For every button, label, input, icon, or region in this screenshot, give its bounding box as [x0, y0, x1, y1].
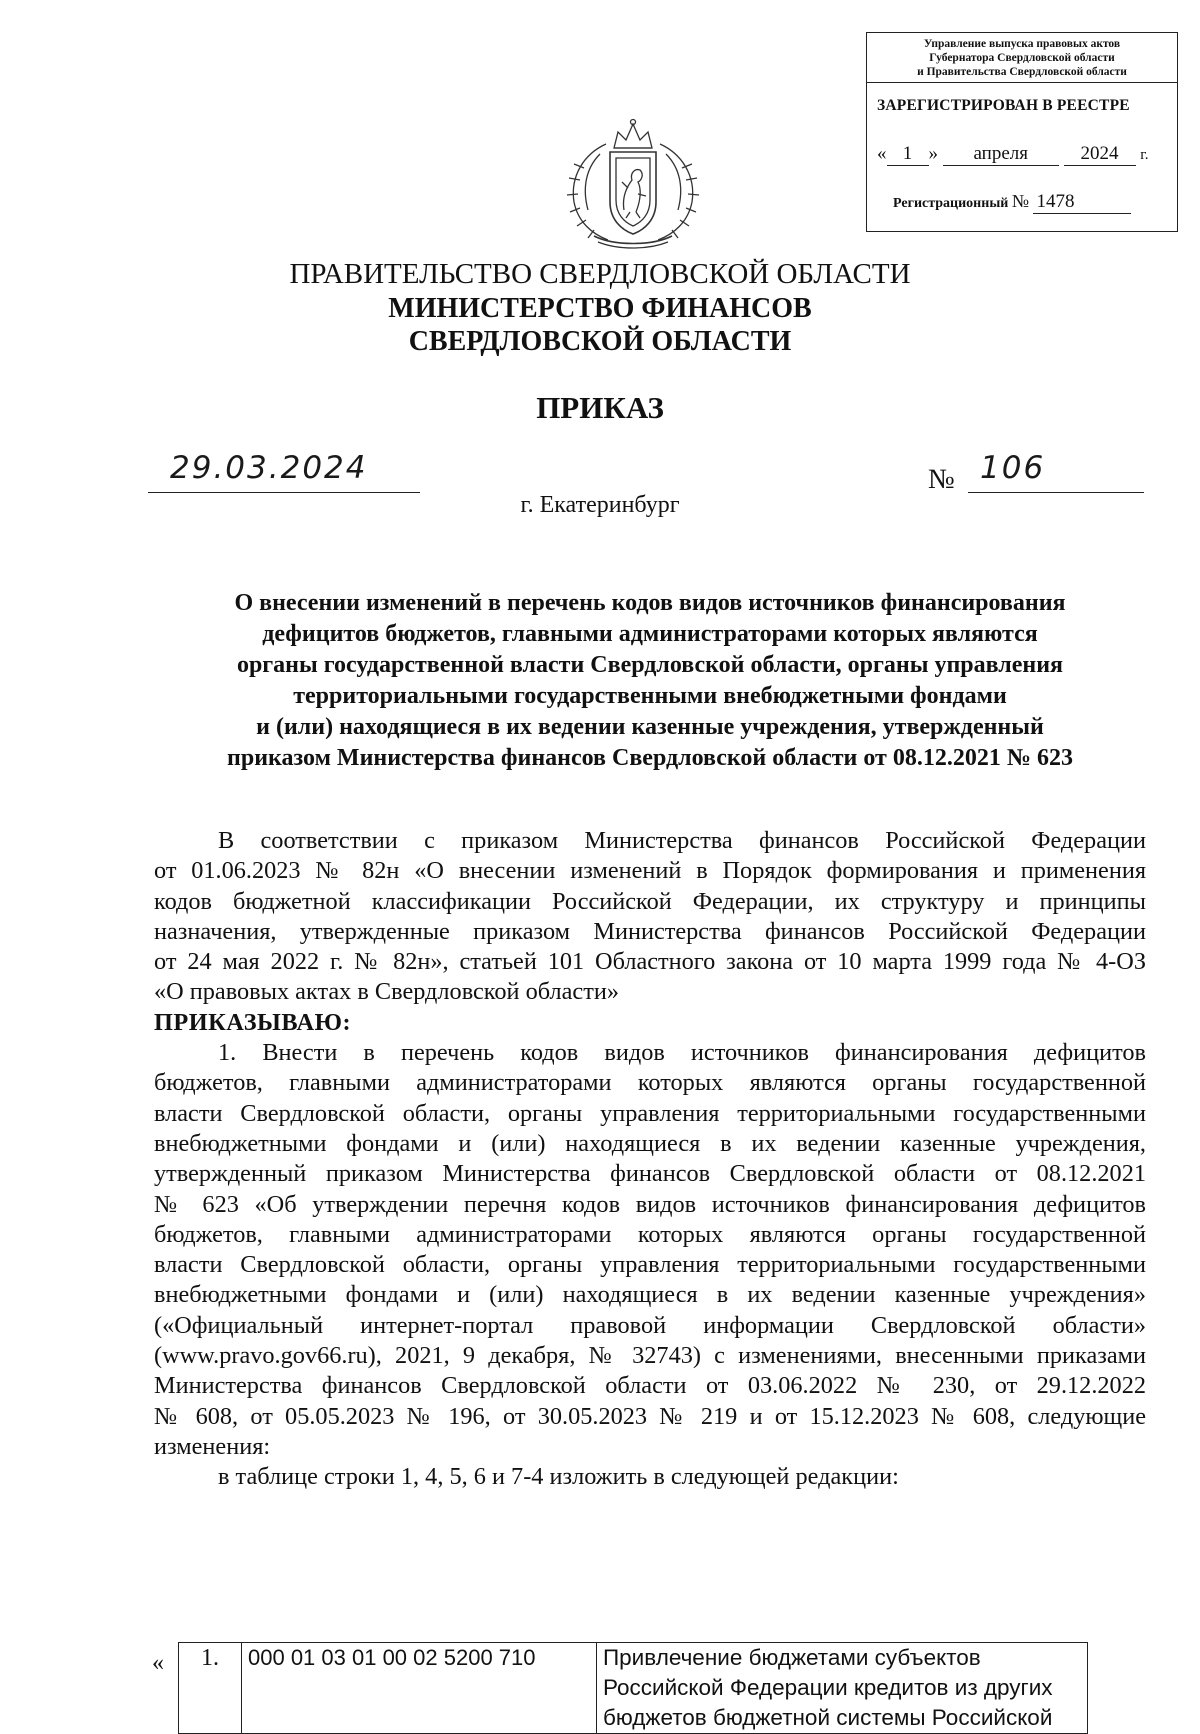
title-line: приказом Министерства финансов Свердловской области от 08.12.2021 № 623 — [227, 745, 1073, 771]
title-line: территориальными государственными внебюджетными фондами — [293, 683, 1007, 709]
item-1-line: внебюджетными фондами и (или) находящиеся в их ведении казенные учреждения, — [154, 1129, 1146, 1157]
title-line: О внесении изменений в перечень кодов видов источников финансирования — [234, 590, 1066, 616]
stamp-date — [877, 143, 1177, 166]
codes-table — [178, 1642, 1088, 1734]
table-row — [179, 1643, 1088, 1734]
row-code: 000 01 03 01 00 02 5200 710 — [242, 1643, 597, 1734]
stamp-header — [867, 33, 1177, 83]
preamble-line: «О правовых актах в Свердловской области» — [154, 978, 619, 1006]
stamp-year-suffix: г. — [1140, 147, 1149, 163]
order-word: ПРИКАЗЫВАЮ: — [154, 1008, 352, 1036]
stamp-year: 2024 — [1064, 143, 1136, 166]
item-1-line: 1. Внести в перечень кодов видов источников финансирования дефицитов — [218, 1039, 1146, 1067]
document-body — [154, 826, 1146, 1493]
preamble-line: назначения, утвержденные приказом Министерства финансов Российской Федерации — [154, 917, 1146, 945]
document-title — [150, 588, 1150, 774]
table-intro: в таблице строки 1, 4, 5, 6 и 7-4 изложить в следующей редакции: — [218, 1463, 899, 1491]
item-1-line: внебюджетными фондами и (или) находящиеся в их ведении казенные учреждения» — [154, 1281, 1146, 1309]
row-name — [597, 1643, 1088, 1734]
order-number: 106 — [980, 450, 1046, 486]
coat-of-arms-emblem — [540, 118, 726, 252]
item-1-line: власти Свердловской области, органы управления территориальными государственными — [154, 1099, 1146, 1127]
item-1-line: («Официальный интернет-портал правовой информации Свердловской области» — [154, 1311, 1146, 1339]
preamble-line: от 24 мая 2022 г. № 82н», статьей 101 Областного закона от 10 марта 1999 года № 4-ОЗ — [154, 948, 1146, 976]
stamp-number-sign: № — [1011, 191, 1030, 211]
stamp-reg-label: Регистрационный — [893, 196, 1009, 211]
item-1-line: изменения: — [154, 1432, 271, 1460]
stamp-registration-number — [893, 191, 1131, 214]
city: г. Екатеринбург — [520, 492, 680, 518]
preamble-line: от 01.06.2023 № 82н «О внесении изменений в Порядок формирования и применения — [154, 857, 1146, 885]
row-name-line: Привлечение бюджетами субъектов — [603, 1645, 981, 1670]
row-number: 1. — [179, 1643, 242, 1734]
registry-stamp — [866, 32, 1178, 232]
stamp-registered-label: ЗАРЕГИСТРИРОВАН В РЕЕСТРЕ — [877, 97, 1130, 114]
stamp-month: апреля — [943, 143, 1059, 166]
title-line: дефицитов бюджетов, главными администраторами которых являются — [262, 621, 1038, 647]
preamble-line: кодов бюджетной классификации Российской Федерации, их структуру и принципы — [154, 887, 1146, 915]
stamp-open-quote: « — [877, 143, 887, 164]
stamp-close-quote: » — [928, 143, 938, 164]
preamble — [154, 826, 1146, 1008]
stamp-header-line: Губернатора Свердловской области — [929, 52, 1115, 64]
item-1-line: № 623 «Об утверждении перечня кодов видов источников финансирования дефицитов — [154, 1190, 1146, 1218]
title-line: органы государственной власти Свердловской области, органы управления — [236, 652, 1064, 678]
number-sign: № — [928, 464, 955, 495]
item-1-line: бюджетов, главными администраторами которых являются органы государственной — [154, 1069, 1146, 1097]
government-title: ПРАВИТЕЛЬСТВО СВЕРДЛОВСКОЙ ОБЛАСТИ — [289, 258, 911, 290]
row-name-line: бюджетов бюджетной системы Российской — [603, 1705, 1053, 1730]
ministry-title: МИНИСТЕРСТВО ФИНАНСОВ — [388, 293, 812, 324]
table-open-quote: « — [152, 1650, 164, 1676]
item-1-line: бюджетов, главными администраторами которых являются органы государственной — [154, 1220, 1146, 1248]
order-date: 29.03.2024 — [170, 450, 368, 486]
item-1 — [154, 1038, 1146, 1462]
stamp-header-line: Управление выпуска правовых актов — [923, 38, 1121, 50]
item-1-line: власти Свердловской области, органы управления территориальными государственными — [154, 1251, 1146, 1279]
item-1-line: (www.pravo.gov66.ru), 2021, 9 декабря, № 32743) с изменениями, внесенными приказами — [154, 1342, 1146, 1370]
title-line: и (или) находящиеся в их ведении казенные учреждения, утвержденный — [256, 714, 1044, 740]
row-name-line: Российской Федерации кредитов из других — [603, 1675, 1053, 1700]
item-1-line: утвержденный приказом Министерства финансов Свердловской области от 08.12.2021 — [154, 1160, 1146, 1188]
item-1-line: № 608, от 05.05.2023 № 196, от 30.05.2023 № 219 и от 15.12.2023 № 608, следующие — [154, 1402, 1146, 1430]
stamp-day: 1 — [887, 143, 929, 166]
document-type: ПРИКАЗ — [536, 390, 664, 425]
stamp-reg-number: 1478 — [1033, 191, 1131, 214]
preamble-line: В соответствии с приказом Министерства финансов Российской Федерации — [218, 827, 1146, 854]
region-title: СВЕРДЛОВСКОЙ ОБЛАСТИ — [408, 326, 792, 357]
item-1-line: Министерства финансов Свердловской области от 03.06.2022 № 230, от 29.12.2022 — [154, 1372, 1146, 1400]
stamp-header-line: и Правительства Свердловской области — [917, 66, 1127, 78]
